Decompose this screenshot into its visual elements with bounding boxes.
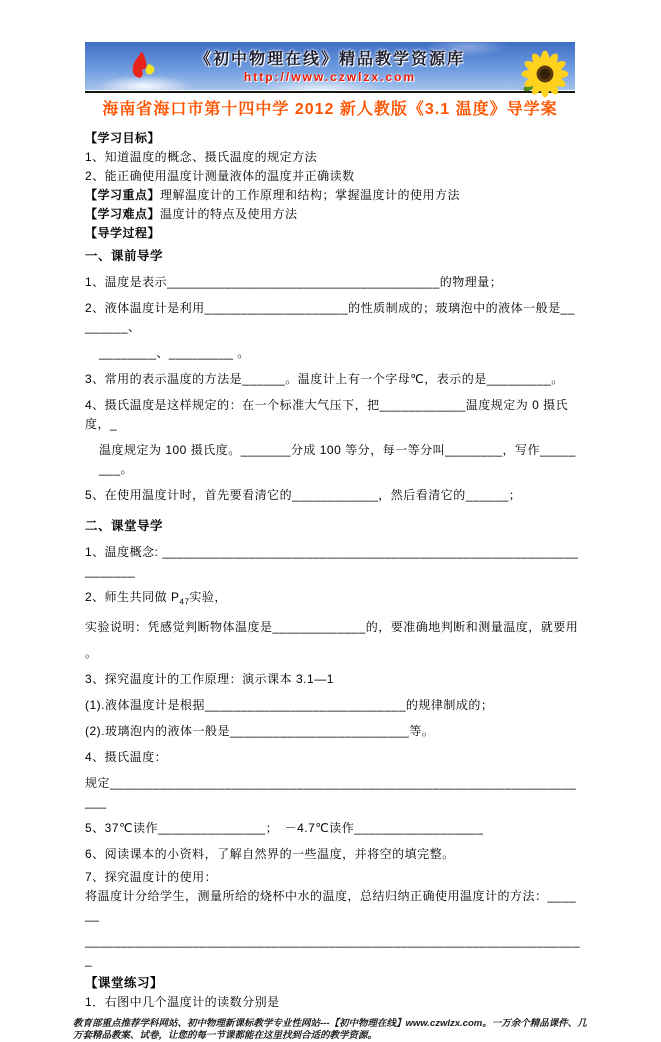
line-text: 1、温度是表示______________________________________的物理量； [85, 275, 503, 289]
line-text: ______________________________________________________________________ [85, 934, 580, 968]
line-text: 二、课堂导学 [85, 519, 164, 533]
document-line [85, 868, 580, 887]
document-line [85, 670, 580, 689]
document-title: 海南省海口市第十四中学 2012 新人教版《3.1 温度》导学案 [102, 101, 558, 118]
line-text: 将温度计分给学生，测量所给的烧杯中水的温度，总结归纳正确使用温度计的方法：______ [85, 889, 577, 923]
document-line [85, 299, 580, 337]
line-text: 1．右图中几个温度计的读数分别是 [85, 995, 280, 1010]
line-text: 一、课前导学 [85, 249, 164, 263]
line-text: ________、_________ 。 [99, 346, 250, 360]
section-label: 【导学过程】 [85, 226, 161, 240]
line-text: 7、探究温度计的使用： [85, 870, 218, 885]
document-line [85, 819, 580, 838]
document-line [85, 618, 580, 637]
document-line [85, 517, 580, 536]
section-label: 【学习难点】 [85, 207, 161, 221]
document-line [85, 186, 580, 205]
site-banner [85, 42, 575, 90]
banner-site-url: http://www.czwlzx.com [243, 70, 417, 84]
subscript-text: 47 [179, 597, 190, 607]
document-line [85, 486, 580, 505]
document-line [85, 644, 580, 663]
line-text: 5、37℃读作_______________； －4.7℃读作__________________ [85, 821, 484, 836]
line-text: 实验说明：凭感觉判断物体温度是_____________的，要准确地判断和测量温度，就要用 [85, 620, 579, 635]
line-text: 2、液体温度计是利用____________________的性质制成的；玻璃泡中的液体一般是________、 [85, 301, 576, 334]
document-line [85, 344, 580, 363]
document-line [85, 748, 580, 767]
header-rule [85, 91, 575, 93]
document-line [85, 696, 580, 715]
line-text: 3、常用的表示温度的方法是______。温度计上有一个字母℃，表示的是_________。 [85, 372, 564, 386]
banner-site-title: 《初中物理在线》精品教学资源库 [194, 51, 465, 68]
page-footer [0, 1018, 661, 1042]
line-text: (1).液体温度计是根据____________________________的规律制成的； [85, 698, 494, 713]
document-line [85, 224, 580, 243]
document-line [85, 396, 580, 434]
line-text: 温度计的特点及使用方法 [160, 207, 298, 221]
document-line [85, 205, 580, 224]
line-text: 规定____________________________________________________________________ [85, 776, 577, 810]
sunflower-icon [519, 48, 571, 100]
line-text: 温度规定为 100 摄氏度。_______分成 100 等分，每一等分叫________，写作________。 [99, 443, 576, 476]
line-text: 6、阅读课本的小资料，了解自然界的一些温度，并将空的填完整。 [85, 847, 455, 862]
document-line [85, 273, 580, 292]
document-line [85, 845, 580, 864]
document-line [85, 993, 580, 1012]
document-line [85, 167, 580, 186]
line-text: 4、摄氏温度： [85, 750, 168, 765]
line-text: 实验， [189, 590, 227, 604]
line-text: 【课堂练习】 [85, 976, 164, 991]
document-line [85, 974, 580, 993]
line-text: 4、摄氏温度是这样规定的：在一个标准大气压下，把____________温度规定为 0 摄氏度，_ [85, 398, 569, 431]
line-text: 3、探究温度计的工作原理：演示课本 3.1—1 [85, 672, 334, 687]
document-line [85, 774, 580, 812]
section-label: 【学习重点】 [85, 188, 161, 202]
line-text: 2、能正确使用温度计测量液体的温度并正确读数 [85, 169, 355, 183]
banner-text [85, 46, 575, 84]
document-line [85, 129, 580, 148]
document-line [85, 370, 580, 389]
line-text: 2、师生共同做 P [85, 590, 180, 604]
line-text: (2).玻璃泡内的液体一般是_________________________等。 [85, 724, 435, 739]
document-line [85, 932, 580, 970]
document-line [85, 887, 580, 925]
line-text: 1、知道温度的概念、摄氏温度的规定方法 [85, 150, 318, 164]
line-text: 5、在使用温度计时，首先要看清它的____________，然后看清它的______； [85, 488, 522, 502]
document-line [85, 722, 580, 741]
section-label: 【学习目标】 [85, 131, 161, 145]
document-line [85, 543, 580, 581]
document-line [85, 247, 580, 266]
line-text: 。 [85, 646, 98, 661]
page-header [0, 42, 661, 119]
document-line [85, 148, 580, 167]
document-line [85, 588, 580, 611]
line-text: 理解温度计的工作原理和结构；掌握温度计的使用方法 [160, 188, 461, 202]
document-line [85, 441, 580, 479]
line-text: 1、温度概念: _________________________________________________________________ [85, 545, 579, 578]
document-body [0, 119, 661, 1012]
footer-text: 教育部重点推荐学科网站、初中物理新课标教学专业性网站---【初中物理在线】www.czwlzx.com。一万余个精品课件、几万套精品教案、试卷，让您的每一节课都能在这里找到合适的教学资源。 [73, 1018, 587, 1042]
